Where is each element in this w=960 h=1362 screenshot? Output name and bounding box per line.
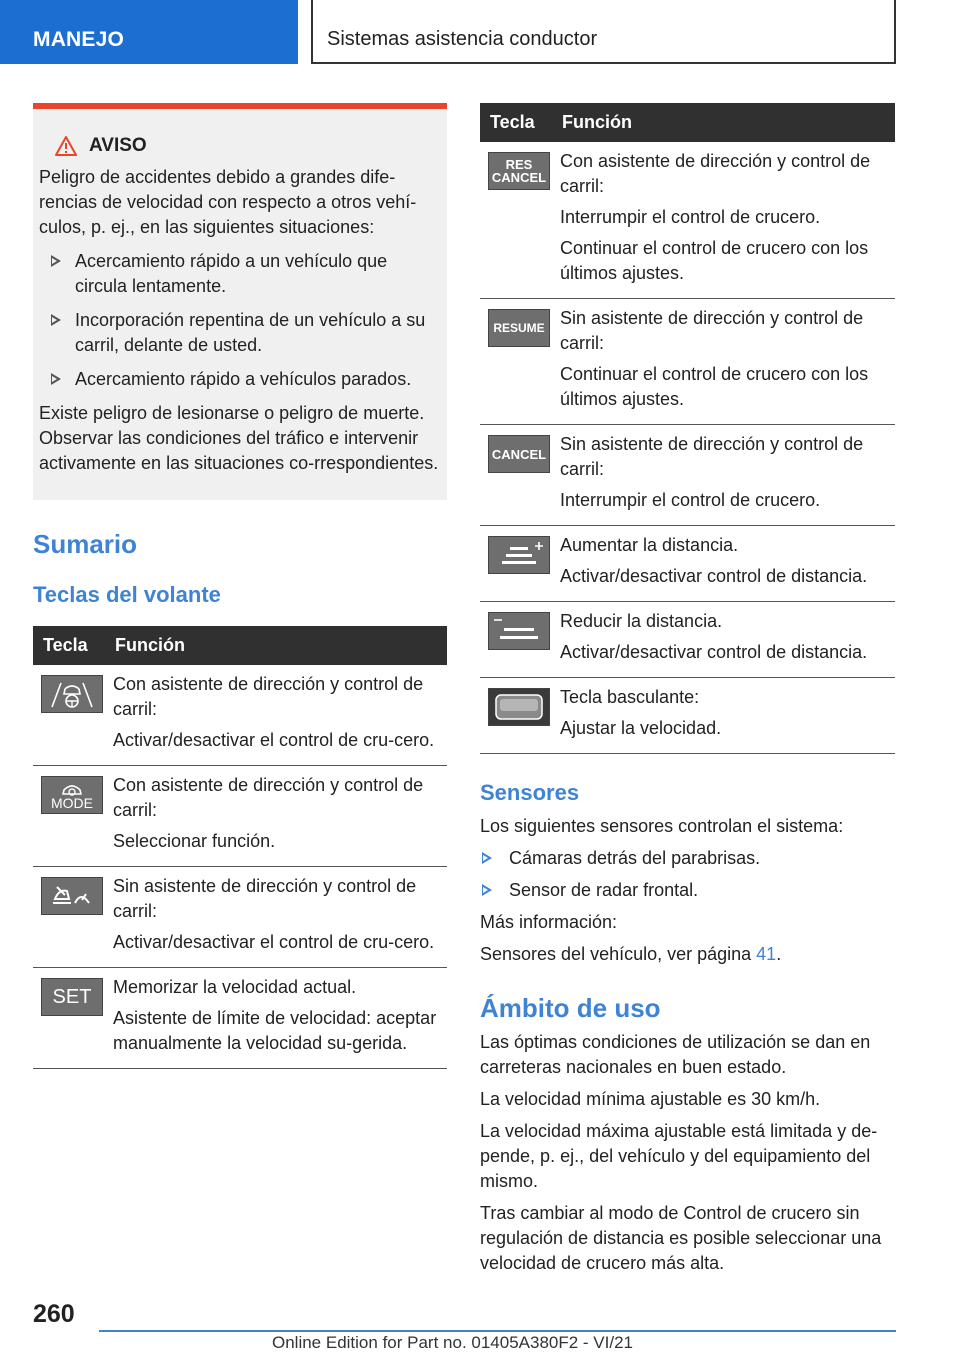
function-text: Tecla basculante: [560, 687, 700, 707]
footer-divider [99, 1330, 896, 1332]
section-title-sensores: Sensores [480, 780, 580, 805]
warning-intro: Peligro de accidentes debido a grandes dife-rencias de velocidad con respecto a otros vehí-culos, p. ej., en las siguientes situaciones: [39, 167, 417, 237]
steering-assist-icon [41, 675, 103, 713]
key-cell [33, 665, 109, 766]
ambito-paragraph: La velocidad mínima ajustable es 30 km/h. [480, 1089, 821, 1109]
section-title-sumario: Sumario [33, 529, 138, 559]
footer-edition: Online Edition for Part no. 01405A380F2 - VI/21 [272, 1333, 634, 1352]
header-chapter-label: Sistemas asistencia conductor [327, 28, 598, 50]
sensores-list [480, 846, 895, 903]
function-text: Activar/desactivar control de distancia. [560, 642, 868, 662]
table-row [480, 526, 895, 602]
cruise-control-icon [41, 877, 103, 915]
function-text: Seleccionar función. [113, 831, 276, 851]
list-item [480, 846, 895, 871]
left-column [33, 103, 447, 1069]
list-item-text: Acercamiento rápido a vehículos parados. [75, 369, 412, 389]
column-header-key: Tecla [480, 103, 556, 142]
function-text: Interrumpir el control de crucero. [560, 207, 821, 227]
function-text: Sin asistente de dirección y control de carril: [560, 308, 864, 353]
right-column [480, 103, 895, 1283]
cancel-button-icon [488, 435, 550, 473]
bullet-triangle-icon [482, 852, 492, 864]
table-header-row [33, 626, 447, 665]
table-row [33, 867, 447, 968]
function-cell [109, 766, 447, 867]
sensores-more: Más información: [480, 912, 618, 932]
table-row [33, 665, 447, 766]
function-cell [556, 142, 895, 299]
table-row [33, 766, 447, 867]
sensores-reference [480, 942, 895, 967]
function-text: Sin asistente de dirección y control de carril: [560, 434, 864, 479]
function-cell [109, 665, 447, 766]
column-header-function: Función [109, 626, 447, 665]
function-cell [109, 968, 447, 1069]
function-text: Reducir la distancia. [560, 611, 723, 631]
key-label: SET [52, 985, 92, 1008]
table-row [480, 602, 895, 678]
function-cell [556, 602, 895, 678]
function-cell [556, 678, 895, 754]
warning-title [55, 135, 439, 157]
distance-minus-icon [488, 612, 550, 650]
header-chapter-tab [311, 0, 896, 64]
function-text: Memorizar la velocidad actual. [113, 977, 357, 997]
warning-outro: Existe peligro de lesionarse o peligro de muerte. Observar las condiciones del tráfico e intervenir activamente en las situaciones co-rrespondientes. [39, 403, 439, 473]
function-text: Activar/desactivar el control de cru-cero. [113, 730, 435, 750]
key-cell [480, 142, 556, 299]
warning-title-text: AVISO [89, 135, 147, 156]
subsection-title-teclas: Teclas del volante [33, 582, 221, 607]
set-button-icon [41, 978, 103, 1016]
warning-box [33, 103, 447, 500]
ambito-paragraph: La velocidad máxima ajustable está limitada y de-pende, p. ej., del vehículo y del equipamiento del mismo. [480, 1121, 878, 1191]
ambito-paragraph: Las óptimas condiciones de utilización se dan en carreteras nacionales en buen estado. [480, 1032, 871, 1077]
function-cell [556, 425, 895, 526]
key-label: RES [505, 157, 533, 172]
function-text: Interrumpir el control de crucero. [560, 490, 821, 510]
rocker-switch-icon [488, 688, 550, 726]
function-text: Ajustar la velocidad. [560, 718, 722, 738]
header-section-tab [0, 0, 298, 64]
bullet-triangle-icon [51, 373, 61, 385]
key-cell [480, 602, 556, 678]
key-label: CANCEL [491, 170, 547, 185]
key-cell [33, 867, 109, 968]
function-cell [109, 867, 447, 968]
list-item [39, 367, 439, 392]
function-cell [556, 299, 895, 425]
function-text: Activar/desactivar el control de cru-cero. [113, 932, 435, 952]
ambito-paragraph: Tras cambiar al modo de Control de crucero sin regulación de distancia es posible seleccionar una velocidad de crucero más alta. [480, 1203, 882, 1273]
key-label: CANCEL [491, 446, 547, 462]
bullet-triangle-icon [482, 884, 492, 896]
column-header-key: Tecla [33, 626, 109, 665]
function-text: Sin asistente de dirección y control de carril: [113, 876, 417, 921]
key-cell [33, 766, 109, 867]
sensores-intro: Los siguientes sensores controlan el sistema: [480, 816, 844, 836]
key-label: MODE [51, 795, 93, 811]
column-header-function: Función [556, 103, 895, 142]
warning-triangle-icon [55, 136, 77, 156]
steering-keys-table-right [480, 103, 895, 754]
sensores-section [480, 780, 895, 1276]
table-row [480, 425, 895, 526]
table-row [480, 678, 895, 754]
steering-keys-table-left [33, 626, 447, 1069]
list-item [39, 308, 439, 358]
function-text: Continuar el control de crucero con los últimos ajustes. [560, 238, 869, 283]
bullet-triangle-icon [51, 255, 61, 267]
key-cell [480, 299, 556, 425]
resume-button-icon [488, 309, 550, 347]
warning-list [39, 249, 439, 392]
function-text: Con asistente de dirección y control de carril: [560, 151, 871, 196]
bullet-triangle-icon [51, 314, 61, 326]
function-text: Continuar el control de crucero con los últimos ajustes. [560, 364, 869, 409]
key-cell [480, 678, 556, 754]
distance-plus-icon [488, 536, 550, 574]
res-cancel-button-icon [488, 152, 550, 190]
list-item [480, 878, 895, 903]
function-text: Asistente de límite de velocidad: aceptar manualmente la velocidad su-gerida. [113, 1008, 437, 1053]
list-item-text: Acercamiento rápido a un vehículo que circula lentamente. [75, 251, 388, 296]
function-text: Con asistente de dirección y control de carril: [113, 775, 424, 820]
list-item [39, 249, 439, 299]
header-section-label: MANEJO [33, 28, 125, 51]
table-row [480, 142, 895, 299]
function-text: Aumentar la distancia. [560, 535, 739, 555]
reference-text: Sensores del vehículo, ver página [480, 944, 757, 964]
list-item-text: Incorporación repentina de un vehículo a su carril, delante de usted. [75, 310, 426, 355]
section-title-ambito: Ámbito de uso [480, 993, 661, 1023]
reference-end: . [776, 944, 782, 964]
function-cell [556, 526, 895, 602]
table-row [33, 968, 447, 1069]
list-item-text: Cámaras detrás del parabrisas. [509, 848, 761, 868]
function-text: Activar/desactivar control de distancia. [560, 566, 868, 586]
mode-button-icon [41, 776, 103, 814]
key-cell [480, 526, 556, 602]
page-reference-link[interactable]: 41 [756, 944, 777, 964]
key-label: RESUME [493, 321, 545, 335]
function-text: Con asistente de dirección y control de carril: [113, 674, 424, 719]
list-item-text: Sensor de radar frontal. [509, 880, 699, 900]
key-cell [480, 425, 556, 526]
table-header-row [480, 103, 895, 142]
page-number: 260 [33, 1300, 75, 1328]
key-cell [33, 968, 109, 1069]
table-row [480, 299, 895, 425]
